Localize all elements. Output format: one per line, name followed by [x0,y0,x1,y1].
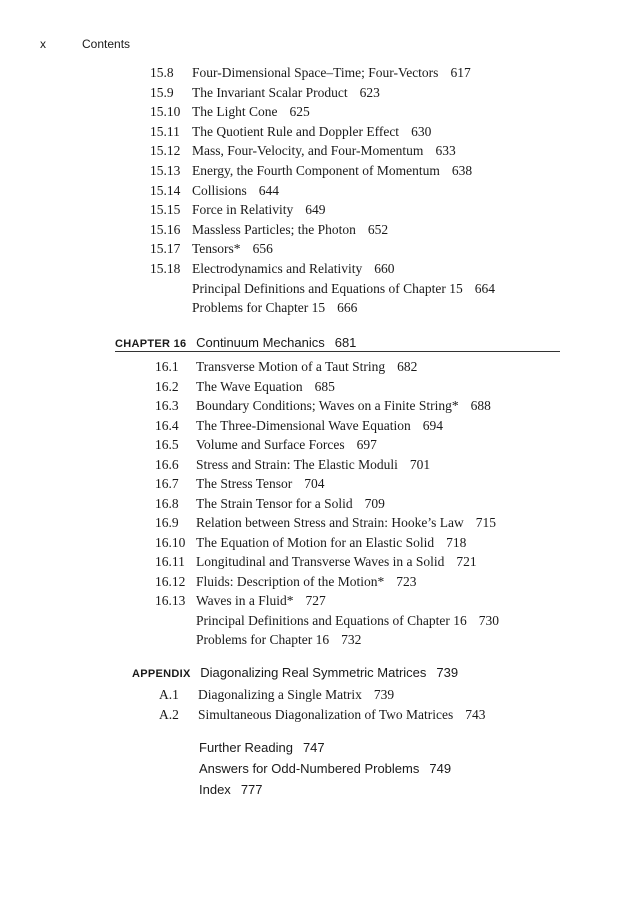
page-ref: 739 [373,687,395,702]
page-ref: 718 [446,534,467,550]
appendix-heading [132,663,458,683]
section-number: 16.1 [155,359,179,374]
toc-entry [155,455,600,474]
section-title: Longitudinal and Transverse Waves in a Solid [196,554,445,569]
toc-entry-text [196,533,466,552]
section-title: Collisions [192,182,247,198]
page-ref: 747 [302,740,325,755]
section-title: The Invariant Scalar Product [192,84,348,100]
section-title: The Quotient Rule and Doppler Effect [192,123,400,139]
running-header [40,37,130,51]
back-matter-entry [199,738,325,758]
toc-entry-text [196,552,477,571]
toc-entry [155,474,600,493]
toc-entry-text [192,239,273,258]
toc-entry-text [192,63,471,82]
appendix-page: 739 [436,665,459,680]
chapter-page: 681 [334,335,357,350]
toc-entry [155,513,600,532]
page-ref: 701 [409,456,431,472]
section-title: Problems for Chapter 16 [196,632,330,647]
section-number: 15.11 [150,123,180,139]
section-title: Stress and Strain: The Elastic Moduli [196,456,398,472]
toc-entry-text [196,630,361,649]
section-title: Boundary Conditions; Waves on a Finite String* [196,398,459,413]
toc-entry-text [196,513,496,532]
section-title: The Wave Equation [196,378,303,394]
section-title: Mass, Four-Velocity, and Four-Momentum [192,143,424,159]
toc-entry-text [196,494,385,513]
page-ref: 721 [456,554,477,569]
toc-entry [150,279,600,298]
section-title: Simultaneous Diagonalization of Two Matrices [198,706,454,722]
page-ref: 694 [422,417,443,433]
appendix-title: Diagonalizing Real Symmetric Matrices [200,665,427,680]
section-title: The Three-Dimensional Wave Equation [196,417,411,433]
section-number: A.2 [159,706,179,722]
back-matter-title: Further Reading [199,740,293,755]
page-ref: 777 [240,782,263,797]
running-title: Contents [82,37,131,51]
toc-entry-text [192,298,357,317]
page-ref: 644 [258,182,280,198]
section-number: 15.8 [150,65,174,80]
chapter-label: CHAPTER 16 [115,338,187,350]
section-number: 16.12 [155,573,186,589]
section-number: 16.13 [155,593,186,608]
page-ref: 730 [478,612,499,628]
toc-entry-text [196,474,325,493]
page-ref: 656 [252,241,273,257]
back-matter-title: Index [199,782,231,797]
toc-entry [150,102,600,121]
toc-entry-text [198,705,486,724]
section-number: 16.2 [155,378,179,394]
section-number: 16.7 [155,476,179,491]
page-ref: 697 [356,437,377,452]
page-ref: 727 [305,593,326,608]
section-number: 15.17 [150,241,181,257]
toc-entry [155,611,600,630]
toc-entry [155,377,600,396]
toc-entry-text [198,685,394,704]
section-number: 15.13 [150,163,181,178]
section-title: Fluids: Description of the Motion* [196,573,385,589]
page-ref: 625 [289,104,310,120]
toc-entry-text [196,435,377,454]
section-title: Transverse Motion of a Taut String [196,359,386,374]
toc-entry-text [196,455,430,474]
page-ref: 749 [429,761,452,776]
toc-entry [155,591,600,610]
section-number: 15.9 [150,84,174,100]
toc-entry-text [196,416,443,435]
page-ref: 630 [411,123,432,139]
page-ref: 623 [359,84,380,100]
toc-entry-text [192,220,388,239]
section-title: Force in Relativity [192,202,294,218]
toc-entry [150,181,600,200]
page-ref: 685 [314,378,335,394]
toc-entry [155,435,600,454]
section-number: 15.10 [150,104,181,120]
page-ref: 660 [374,261,395,276]
section-title: Four-Dimensional Space–Time; Four-Vectors [192,65,439,80]
back-matter-entry [199,780,263,800]
toc-entry-text [192,200,325,219]
toc-entry [150,63,600,82]
toc-entry [150,161,600,180]
section-title: Relation between Stress and Strain: Hooke’s Law [196,515,464,530]
page-number: x [40,37,46,51]
section-title: Energy, the Fourth Component of Momentum [192,163,440,178]
toc-entry [155,552,600,571]
toc-entry [150,141,600,160]
back-matter-entry [199,759,451,779]
section-title: Tensors* [192,241,241,257]
toc-entry-text [192,161,472,180]
page-ref: 704 [304,476,325,491]
section-title: Massless Particles; the Photon [192,221,356,237]
toc-entry [150,259,600,278]
section-title: Volume and Surface Forces [196,437,345,452]
section-number: 15.12 [150,143,181,159]
toc-entry-text [196,396,491,415]
toc-entry [150,200,600,219]
toc-entry [155,396,600,415]
toc-entry-text [192,122,431,141]
toc-entry-text [192,279,495,298]
chapter-rule [115,351,560,352]
toc-entry [155,357,600,376]
section-number: 15.16 [150,221,181,237]
back-matter-title: Answers for Odd-Numbered Problems [199,761,420,776]
page-ref: 633 [435,143,456,159]
toc-entry-text [196,572,417,591]
toc-entry [159,685,600,704]
section-number: 16.4 [155,417,179,433]
section-number: 16.6 [155,456,179,472]
toc-entry-text [196,377,335,396]
section-number: 16.8 [155,495,179,511]
toc-entry-text [192,83,380,102]
toc-entry-text [196,357,417,376]
section-number: 15.14 [150,182,181,198]
section-title: The Stress Tensor [196,476,293,491]
section-number: 16.3 [155,398,179,413]
section-title: Problems for Chapter 15 [192,300,326,316]
toc-entry [155,572,600,591]
section-number: 16.5 [155,437,179,452]
section-title: The Strain Tensor for a Solid [196,495,353,511]
page-ref: 688 [470,398,491,413]
page-ref: 649 [305,202,326,218]
section-title: Waves in a Fluid* [196,593,294,608]
section-title: Principal Definitions and Equations of Chapter 15 [192,280,463,296]
page-ref: 617 [450,65,471,80]
page-ref: 709 [364,495,385,511]
section-number: 16.9 [155,515,179,530]
page-ref: 638 [451,163,473,178]
toc-entry [159,705,600,724]
toc-entry-text [192,259,394,278]
section-number: 16.10 [155,534,186,550]
appendix-label: APPENDIX [132,668,191,680]
toc-entry-text [192,141,456,160]
page-ref: 682 [397,359,418,374]
toc-entry [150,220,600,239]
chapter-16-heading [115,333,356,353]
section-number: 16.11 [155,554,185,569]
page-ref: 743 [465,706,486,722]
chapter-title: Continuum Mechanics [196,335,325,350]
page-ref: 664 [474,280,495,296]
toc-entry [155,416,600,435]
page-ref: 652 [367,221,389,237]
page-ref: 723 [396,573,417,589]
toc-entry [155,630,600,649]
section-number: 15.15 [150,202,181,218]
toc-entry [155,494,600,513]
toc-entry [150,298,600,317]
toc-entry-text [192,181,279,200]
toc-entry [155,533,600,552]
toc-entry-text [192,102,310,121]
section-number: 15.18 [150,261,181,276]
page-ref: 715 [475,515,496,530]
toc-entry [150,122,600,141]
toc-entry [150,83,600,102]
toc-entry [150,239,600,258]
toc-entry-text [196,611,499,630]
toc-entry-text [196,591,326,610]
section-title: Electrodynamics and Relativity [192,261,363,276]
section-title: The Light Cone [192,104,278,120]
section-title: The Equation of Motion for an Elastic Solid [196,534,435,550]
section-number: A.1 [159,687,179,702]
section-title: Principal Definitions and Equations of Chapter 16 [196,612,467,628]
section-title: Diagonalizing a Single Matrix [198,687,362,702]
page-ref: 732 [341,632,362,647]
page-ref: 666 [337,300,358,316]
